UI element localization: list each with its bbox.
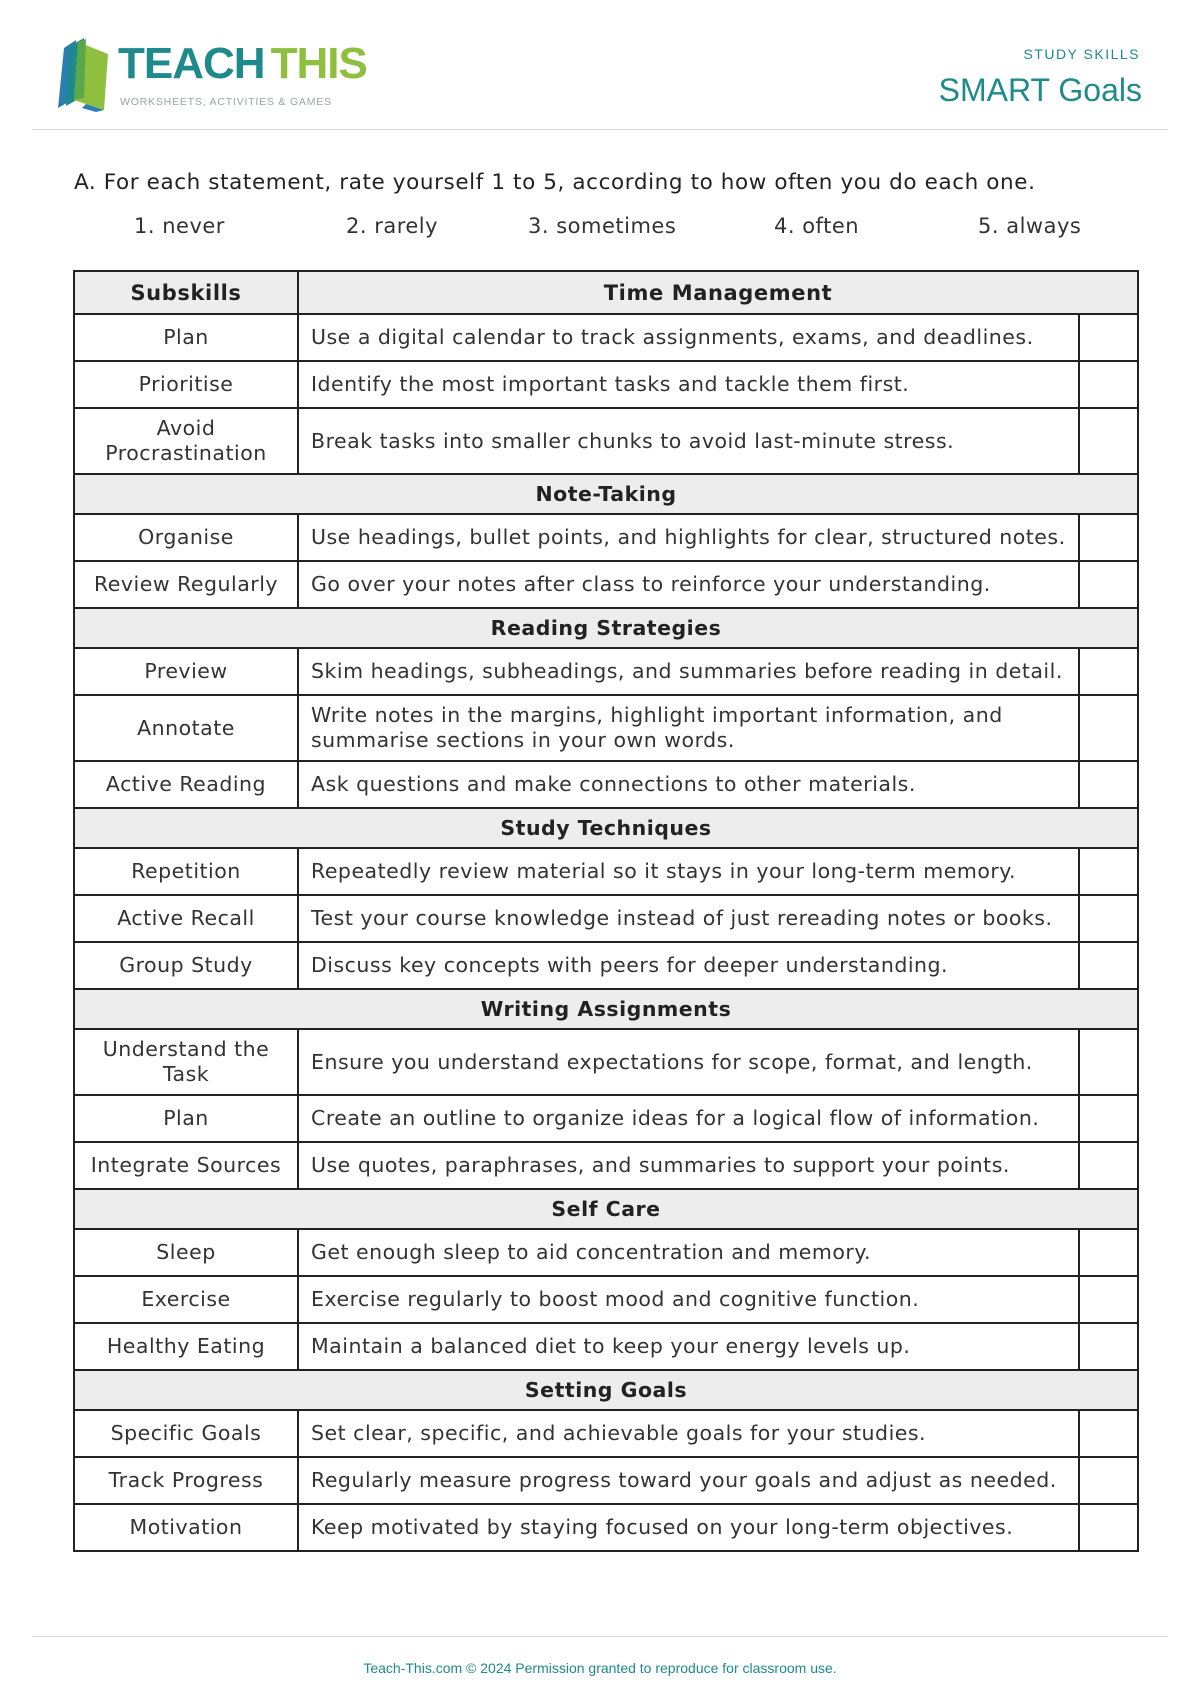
rating-box[interactable] [1079,1457,1138,1504]
statement-cell: Regularly measure progress toward your goals and adjust as needed. [298,1457,1079,1504]
copyright-footer: Teach-This.com © 2024 Permission granted to reproduce for classroom use. [363,1660,837,1676]
section-title: Reading Strategies [74,608,1138,648]
rating-box[interactable] [1079,895,1138,942]
section-title: Setting Goals [74,1370,1138,1410]
self-rating-table [73,270,1139,1552]
statement-cell: Ensure you understand expectations for scope, format, and length. [298,1029,1079,1095]
statement-cell: Test your course knowledge instead of just rereading notes or books. [298,895,1079,942]
teach-this-logo [56,38,367,112]
section-header-row [74,989,1138,1029]
section-header-row [74,1370,1138,1410]
subskill-cell: Review Regularly [74,561,298,608]
statement-cell: Use headings, bullet points, and highlights for clear, structured notes. [298,514,1079,561]
table-row [74,1504,1138,1551]
subskill-cell: Annotate [74,695,298,761]
table-row [74,695,1138,761]
rating-box[interactable] [1079,648,1138,695]
brand-tagline: WORKSHEETS, ACTIVITIES & GAMES [120,96,332,108]
rating-box[interactable] [1079,314,1138,361]
subskill-cell: Organise [74,514,298,561]
section-header-row [74,474,1138,514]
rating-box[interactable] [1079,408,1138,474]
rating-box[interactable] [1079,1323,1138,1370]
table-row [74,1410,1138,1457]
section-header-row [74,808,1138,848]
table-row [74,895,1138,942]
rating-scale [0,214,1200,244]
statement-cell: Use a digital calendar to track assignments, exams, and deadlines. [298,314,1079,361]
rating-box[interactable] [1079,361,1138,408]
subskill-cell: Sleep [74,1229,298,1276]
statement-cell: Skim headings, subheadings, and summaries before reading in detail. [298,648,1079,695]
brand-teach: TEACH [118,39,265,88]
scale-option: 2. rarely [346,214,439,238]
subskill-cell: Preview [74,648,298,695]
section-title: Study Techniques [74,808,1138,848]
statement-cell: Break tasks into smaller chunks to avoid last-minute stress. [298,408,1079,474]
table-header-row [74,271,1138,314]
rating-box[interactable] [1079,942,1138,989]
subskill-cell: Active Reading [74,761,298,808]
table-row [74,1095,1138,1142]
table-row [74,1457,1138,1504]
table-row [74,942,1138,989]
statement-cell: Get enough sleep to aid concentration and memory. [298,1229,1079,1276]
table-row [74,648,1138,695]
brand-name [118,39,367,88]
table-row [74,1323,1138,1370]
category-label: STUDY SKILLS [1023,46,1140,62]
statement-cell: Identify the most important tasks and tackle them first. [298,361,1079,408]
header-divider [32,129,1168,130]
statement-cell: Maintain a balanced diet to keep your energy levels up. [298,1323,1079,1370]
table-row [74,1142,1138,1189]
scale-option: 5. always [978,214,1082,238]
table-row [74,848,1138,895]
table-row [74,361,1138,408]
table-row [74,561,1138,608]
subskill-cell: Plan [74,314,298,361]
scale-option: 4. often [774,214,860,238]
section-title: Note-Taking [74,474,1138,514]
statement-cell: Exercise regularly to boost mood and cognitive function. [298,1276,1079,1323]
subskill-cell: Exercise [74,1276,298,1323]
section-title: Time Management [298,271,1138,314]
section-title: Self Care [74,1189,1138,1229]
instruction-text: A. For each statement, rate yourself 1 to 5, according to how often you do each one. [74,170,1036,195]
rating-box[interactable] [1079,514,1138,561]
page-header [0,0,1200,130]
scale-option: 3. sometimes [528,214,677,238]
subskill-cell: Repetition [74,848,298,895]
scale-option: 1. never [134,214,225,238]
rating-box[interactable] [1079,1276,1138,1323]
subskill-cell: Track Progress [74,1457,298,1504]
table-row [74,761,1138,808]
statement-cell: Repeatedly review material so it stays in your long-term memory. [298,848,1079,895]
subskill-cell: Integrate Sources [74,1142,298,1189]
subskill-cell: Plan [74,1095,298,1142]
statement-cell: Set clear, specific, and achievable goals for your studies. [298,1410,1079,1457]
statement-cell: Discuss key concepts with peers for deeper understanding. [298,942,1079,989]
table-row [74,314,1138,361]
table-row [74,408,1138,474]
section-title: Writing Assignments [74,989,1138,1029]
subskill-cell: Avoid Procrastination [74,408,298,474]
book-logo-icon [56,38,120,112]
worksheet-title: SMART Goals [938,72,1142,108]
rating-box[interactable] [1079,848,1138,895]
statement-cell: Write notes in the margins, highlight important information, and summarise sections in your own words. [298,695,1079,761]
rating-box[interactable] [1079,695,1138,761]
statement-cell: Ask questions and make connections to other materials. [298,761,1079,808]
rating-box[interactable] [1079,561,1138,608]
subskill-cell: Understand the Task [74,1029,298,1095]
rating-box[interactable] [1079,1410,1138,1457]
subskill-cell: Group Study [74,942,298,989]
subskill-cell: Healthy Eating [74,1323,298,1370]
table-row [74,1276,1138,1323]
rating-box[interactable] [1079,761,1138,808]
rating-box[interactable] [1079,1504,1138,1551]
rating-box[interactable] [1079,1029,1138,1095]
statement-cell: Create an outline to organize ideas for a logical flow of information. [298,1095,1079,1142]
footer-divider [32,1636,1168,1637]
subskill-cell: Active Recall [74,895,298,942]
table-row [74,514,1138,561]
statement-cell: Use quotes, paraphrases, and summaries to support your points. [298,1142,1079,1189]
rating-box[interactable] [1079,1142,1138,1189]
rating-box[interactable] [1079,1229,1138,1276]
brand-this: THIS [270,39,367,88]
section-header-row [74,1189,1138,1229]
table-row [74,1229,1138,1276]
statement-cell: Go over your notes after class to reinforce your understanding. [298,561,1079,608]
table-row [74,1029,1138,1095]
subskills-header: Subskills [74,271,298,314]
subskill-cell: Specific Goals [74,1410,298,1457]
subskill-cell: Prioritise [74,361,298,408]
statement-cell: Keep motivated by staying focused on your long-term objectives. [298,1504,1079,1551]
subskill-cell: Motivation [74,1504,298,1551]
section-header-row [74,608,1138,648]
rating-box[interactable] [1079,1095,1138,1142]
